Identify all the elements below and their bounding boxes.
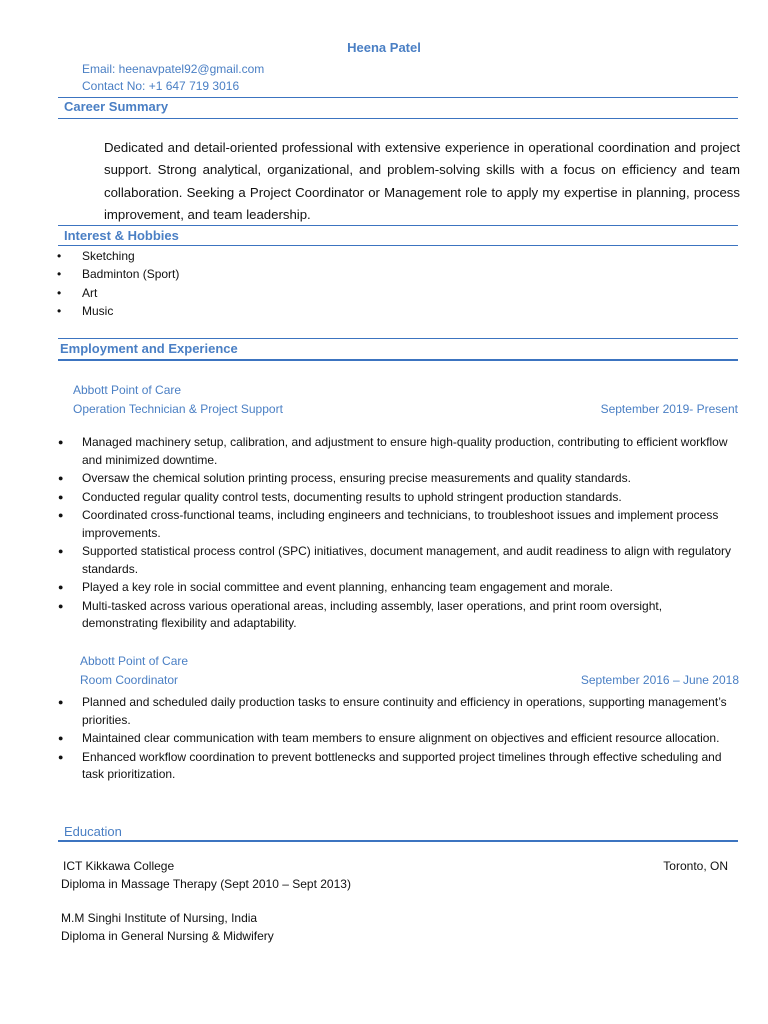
school-name: M.M Singhi Institute of Nursing, India <box>61 911 258 925</box>
candidate-name: Heena Patel <box>347 40 421 55</box>
email: Email: heenavpatel92@gmail.com <box>82 62 265 76</box>
list-item: ● Enhanced workflow coordination to prevent bottlenecks and supported project timelines through effective scheduling and task prioritization. <box>57 749 737 784</box>
list-item: ● Multi-tasked across various operational areas, including assembly, laser operations, and print room oversight, demonstrating flexibility and adaptability. <box>57 598 737 633</box>
list-item: ● Managed machinery setup, calibration, and adjustment to ensure high-quality production, contributing to efficient workflow and minimized downtime. <box>57 434 737 469</box>
job-bullets <box>57 694 737 785</box>
list-item: ● Coordinated cross-functional teams, including engineers and technicians, to troubleshoot issues and implement process improvements. <box>57 507 737 542</box>
list-item: ● Maintained clear communication with team members to ensure alignment on objectives and efficient resource allocation. <box>57 730 737 748</box>
phone-number: Contact No: +1 647 719 3016 <box>82 79 240 93</box>
program-name: Diploma in General Nursing & Midwifery <box>61 929 274 943</box>
list-item: ● Oversaw the chemical solution printing process, ensuring precise measurements and quality standards. <box>57 470 737 488</box>
list-item: ● Planned and scheduled daily production tasks to ensure continuity and efficiency in operations, supporting management’s priorities. <box>57 694 737 729</box>
career-summary-heading: Career Summary <box>64 99 169 114</box>
school-name: ICT Kikkawa College <box>63 859 175 873</box>
interests-heading: Interest & Hobbies <box>64 228 179 243</box>
divider <box>58 118 738 119</box>
career-summary-text: Dedicated and detail-oriented professional with extensive experience in operational coordination and project support. Strong analytical, organizational, and problem-solving skills with a focus on efficiency and team collaboration. Seeking a Project Coordinator or Management role to apply my expertise in planning, process improvement, and team leadership. <box>104 140 740 222</box>
employment-heading: Employment and Experience <box>60 341 238 356</box>
education-heading: Education <box>64 824 122 839</box>
divider <box>58 359 738 361</box>
job-role: Room Coordinator <box>80 673 179 687</box>
list-item: ● Played a key role in social committee and event planning, enhancing team engagement and morale. <box>57 579 737 597</box>
job-company: Abbott Point of Care <box>73 383 182 397</box>
list-item: • Art <box>57 284 179 302</box>
list-item: ● Conducted regular quality control tests, documenting results to uphold stringent production standards. <box>57 489 737 507</box>
job-dates: September 2019- Present <box>600 402 738 416</box>
job-dates: September 2016 – June 2018 <box>580 673 739 687</box>
job-bullets <box>57 434 737 634</box>
job-company: Abbott Point of Care <box>80 654 189 668</box>
divider <box>58 840 738 842</box>
divider <box>58 225 738 226</box>
divider <box>58 97 738 98</box>
job-role: Operation Technician & Project Support <box>73 402 283 416</box>
list-item: • Music <box>57 302 179 320</box>
school-location: Toronto, ON <box>663 859 728 873</box>
list-item: ● Supported statistical process control (SPC) initiatives, document management, and audit readiness to align with regulatory standards. <box>57 543 737 578</box>
interests-list <box>57 247 179 321</box>
program-name: Diploma in Massage Therapy (Sept 2010 – Sept 2013) <box>61 877 351 891</box>
divider <box>58 245 738 246</box>
list-item: • Badminton (Sport) <box>57 265 179 283</box>
divider <box>58 338 738 339</box>
list-item: • Sketching <box>57 247 179 265</box>
